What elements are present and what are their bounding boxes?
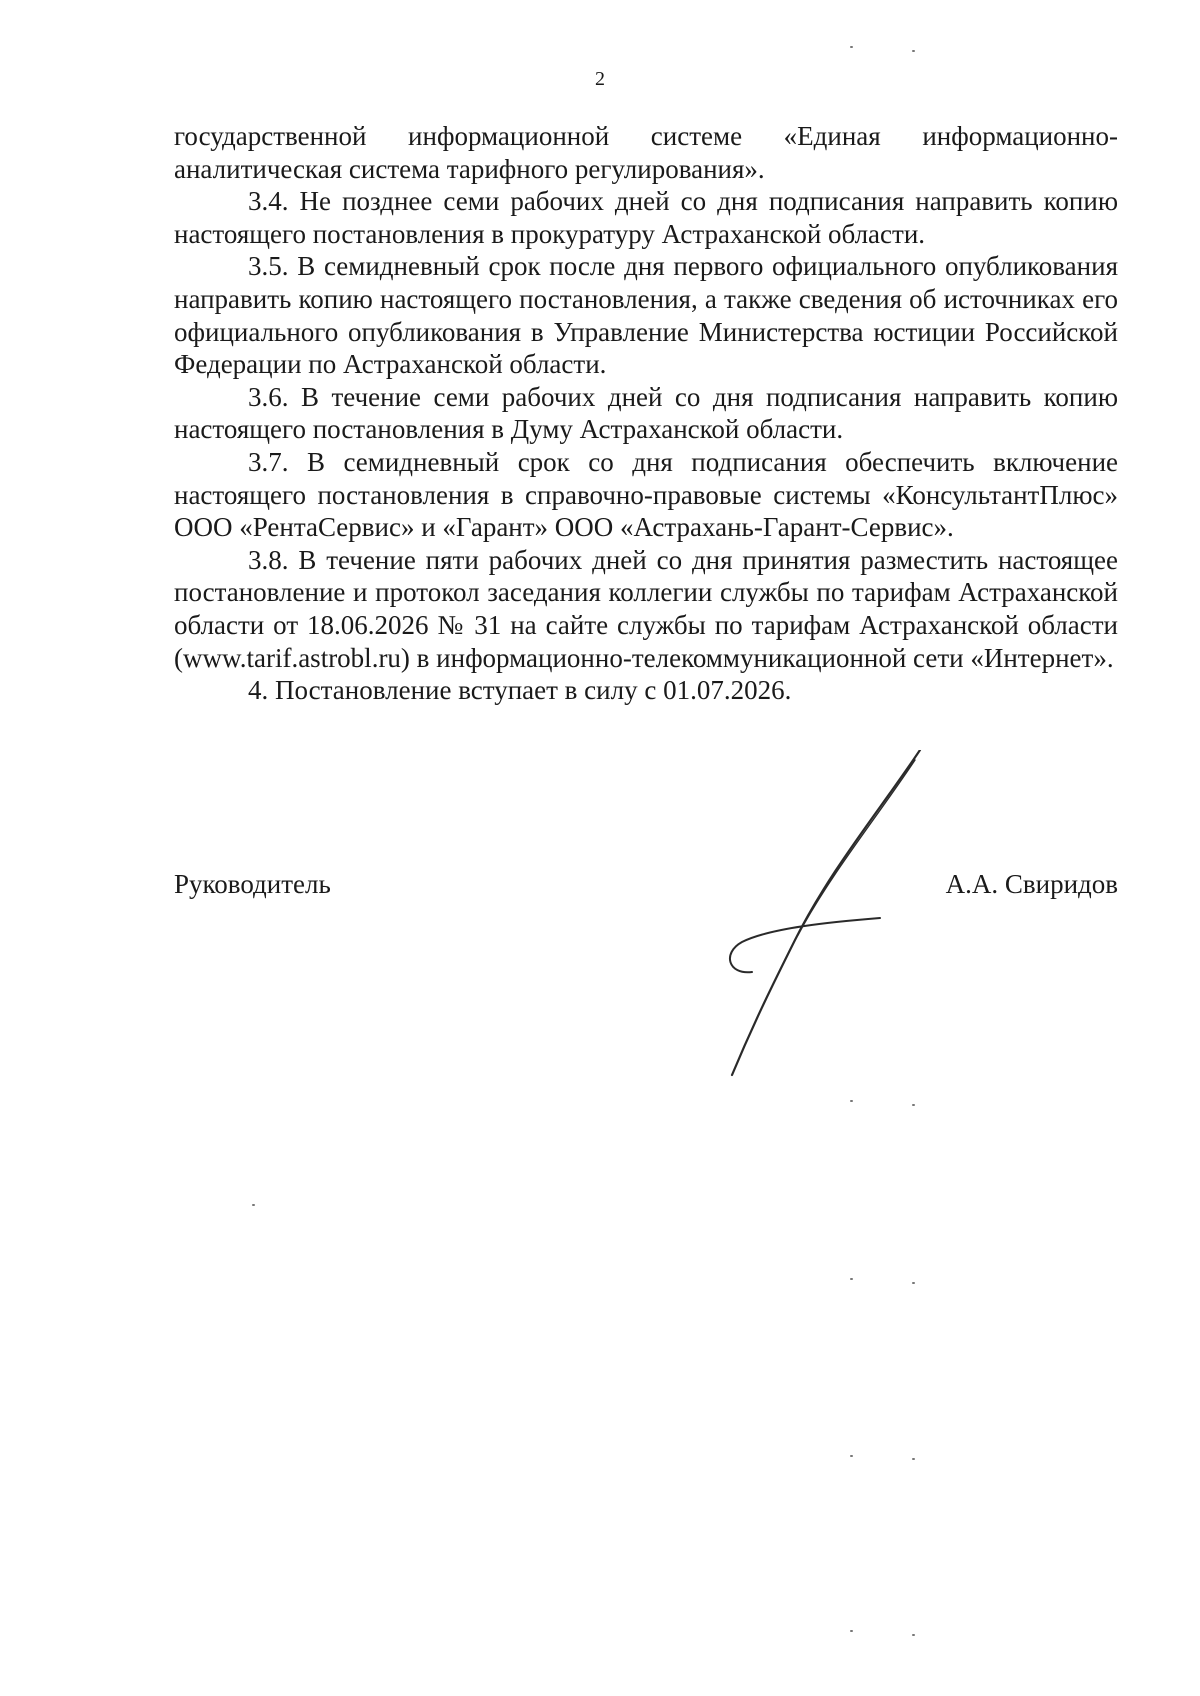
paragraph-3-6: 3.6. В течение семи рабочих дней со дня подписания направить копию настоящего постановления в Думу Астраханской области. xyxy=(174,381,1118,445)
scan-speck xyxy=(252,1204,255,1206)
scan-speck xyxy=(850,1630,853,1632)
document-body xyxy=(174,120,1118,707)
scan-speck xyxy=(912,50,915,52)
paragraph-3-7: 3.7. В семидневный срок со дня подписания обеспечить включение настоящего постановления в справочно-правовые системы «КонсультантПлюс» ООО «РентаСервис» и «Гарант» ООО «Астрахань-Гарант-Сервис». xyxy=(174,446,1118,543)
handwritten-signature xyxy=(680,750,940,1080)
scan-speck xyxy=(850,1278,853,1280)
paragraph-4: 4. Постановление вступает в силу с 01.07.2026. xyxy=(248,675,792,706)
scan-speck xyxy=(912,1634,915,1636)
signer-title: Руководитель xyxy=(174,869,331,899)
scan-speck xyxy=(912,1282,915,1284)
scan-speck xyxy=(912,1104,915,1106)
paragraph-3-4: 3.4. Не позднее семи рабочих дней со дня подписания направить копию настоящего постановления в прокуратуру Астраханской области. xyxy=(174,186,1118,249)
signer-name: А.А. Свиридов xyxy=(945,869,1118,899)
scan-speck xyxy=(850,1455,853,1457)
paragraph-continuation: государственной информационной системе «Единая информационно-аналитическая система тарифного регулирования». xyxy=(174,121,1118,184)
paragraph-3-8: 3.8. В течение пяти рабочих дней со дня принятия разместить настоящее постановление и протокол заседания коллегии службы по тарифам Астраханской области от 18.06.2026 № 31 на сайте службы по тарифам Астраханской области (www.tarif.astrobl.ru) в информационно-телекоммуникационной сети «Интернет». xyxy=(174,544,1118,673)
scan-speck xyxy=(850,1100,853,1102)
page-number: 2 xyxy=(595,68,605,90)
scan-speck xyxy=(912,1458,915,1460)
paragraph-3-5: 3.5. В семидневный срок после дня первого официального опубликования направить копию настоящего постановления, а также сведения об источниках его официального опубликования в Управление Министерства юстиции Российской Федерации по Астраханской области. xyxy=(174,251,1118,380)
scan-speck xyxy=(850,46,853,48)
